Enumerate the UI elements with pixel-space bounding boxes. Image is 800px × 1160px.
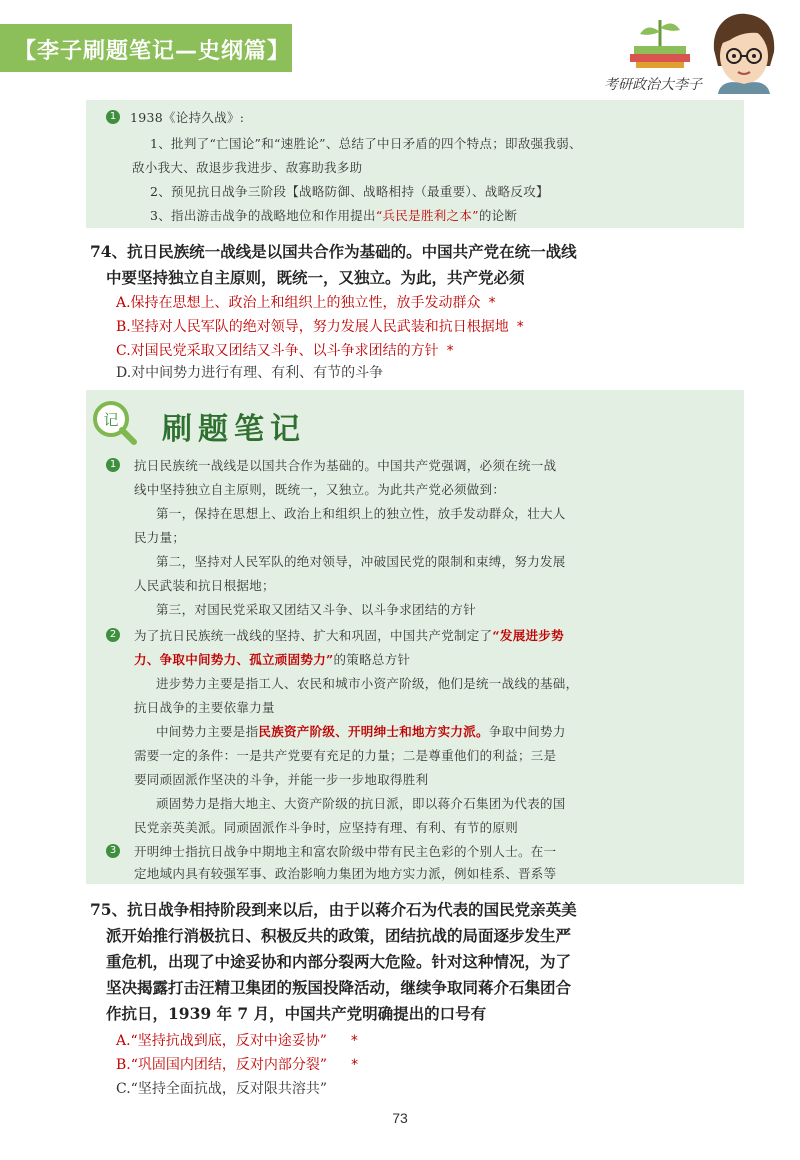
answer-mark: * bbox=[446, 343, 454, 359]
question-74-option-b bbox=[116, 316, 524, 336]
note-text: 的论断 bbox=[478, 208, 518, 223]
page-number: 73 bbox=[392, 1110, 408, 1126]
note-line bbox=[156, 722, 566, 740]
answer-mark: * bbox=[350, 1033, 358, 1049]
question-75-option-c: C.“坚持全面抗战，反对限共溶共” bbox=[116, 1081, 327, 1097]
note-line: 2、预见抗日战争三阶段【战略防御、战略相持（最重要）、战略反攻】 bbox=[150, 184, 549, 199]
question-75-stem: 75、抗日战争相持阶段到来以后，由于以蒋介石为代表的国民党亲英美 bbox=[90, 900, 577, 919]
question-74-option-c bbox=[116, 340, 454, 360]
question-74-stem: 74、抗日民族统一战线是以国共合作为基础的。中国共产党在统一战线 bbox=[90, 242, 577, 261]
note-text: 的策略总方针 bbox=[333, 652, 411, 667]
note-line: 第二，坚持对人民军队的绝对领导，冲破国民党的限制和束缚，努力发展 bbox=[156, 554, 566, 569]
question-74-option-d: D.对中间势力进行有理、有利、有节的斗争 bbox=[116, 365, 384, 381]
note-line: 需要一定的条件：一是共产党要有充足的力量；二是尊重他们的利益；三是 bbox=[134, 748, 557, 763]
note-line: 第三，对国民党采取又团结又斗争、以斗争求团结的方针 bbox=[156, 602, 477, 617]
note-highlight: “兵民是胜利之本” bbox=[375, 208, 479, 223]
note-text: 为了抗日民族统一战线的坚持、扩大和巩固，中国共产党制定了 bbox=[134, 628, 493, 643]
note-line: 人民武装和抗日根据地； bbox=[134, 578, 275, 593]
question-75-option-b bbox=[116, 1054, 358, 1074]
option-text: A.保持在思想上、政治上和组织上的独立性，放手发动群众 bbox=[116, 295, 481, 311]
note-number-badge: 3 bbox=[106, 844, 120, 858]
question-75-stem: 重危机，出现了中途妥协和内部分裂两大危险。针对这种情况，为了 bbox=[106, 952, 572, 971]
note-line: 民党亲英美派。同顽固派作斗争时，应坚持有理、有利、有节的原则 bbox=[134, 820, 519, 835]
question-75-stem: 派开始推行消极抗日、积极反共的政策，团结抗战的局面逐步发生严 bbox=[106, 926, 572, 945]
note-line: 1、批判了“亡国论”和“速胜论”、总结了中日矛盾的四个特点；即敌强我弱、 bbox=[150, 136, 582, 151]
notes-title: 刷题笔记 bbox=[162, 412, 306, 447]
note-highlight: 力、争取中间势力、孤立顽固势力” bbox=[134, 652, 334, 667]
note-text: 中间势力主要是指 bbox=[156, 724, 259, 739]
note-line: 要同顽固派作坚决的斗争，并能一步一步地取得胜利 bbox=[134, 772, 429, 787]
note-line: 顽固势力是指大地主、大资产阶级的抗日派，即以蒋介石集团为代表的国 bbox=[156, 796, 566, 811]
note-text: 3、指出游击战争的战略地位和作用提出 bbox=[150, 208, 376, 223]
note-title: 1938《论持久战》: bbox=[130, 110, 245, 125]
note-line: 民力量； bbox=[134, 530, 186, 545]
note-line: 线中坚持独立自主原则，既统一，又独立。为此共产党必须做到： bbox=[134, 482, 506, 497]
note-line bbox=[134, 626, 564, 644]
question-75-stem: 作抗日，1939 年 7 月，中国共产党明确提出的口号有 bbox=[106, 1004, 487, 1023]
answer-mark: * bbox=[488, 295, 496, 311]
note-text: 争取中间势力 bbox=[488, 724, 566, 739]
note-line: 抗日民族统一战线是以国共合作为基础的。中国共产党强调，必须在统一战 bbox=[134, 458, 557, 473]
answer-mark: * bbox=[351, 1057, 359, 1073]
note-line: 定地域内具有较强军事、政治影响力集团为地方实力派，例如桂系、晋系等 bbox=[134, 866, 557, 881]
note-line bbox=[150, 206, 517, 224]
brand-name: 考研政治大李子 bbox=[604, 77, 702, 93]
option-text: B.“巩固国内团结，反对内部分裂” bbox=[116, 1057, 328, 1073]
icon-label: 记 bbox=[103, 411, 119, 429]
magnifier-note-icon bbox=[90, 398, 138, 446]
note-line: 进步势力主要是指工人、农民和城市小资产阶级，他们是统一战线的基础， bbox=[156, 676, 579, 691]
page-title: 【李子刷题笔记—史纲篇】 bbox=[14, 39, 291, 64]
note-number-badge: 1 bbox=[106, 110, 120, 124]
question-74-stem: 中要坚持独立自主原则，既统一，又独立。为此，共产党必须 bbox=[106, 268, 525, 287]
question-75-stem: 坚决揭露打击汪精卫集团的叛国投降活动，继续争取同蒋介石集团合 bbox=[106, 978, 572, 997]
note-highlight: “发展进步势 bbox=[492, 628, 564, 643]
avatar bbox=[704, 10, 784, 94]
note-line: 敌小我大、敌退步我进步、敌寡助我多助 bbox=[132, 160, 363, 175]
question-75-option-a bbox=[116, 1030, 358, 1050]
question-74-option-a bbox=[116, 292, 496, 312]
note-highlight: 民族资产阶级、开明绅士和地方实力派。 bbox=[258, 724, 489, 739]
option-text: C.对国民党采取又团结又斗争、以斗争求团结的方针 bbox=[116, 343, 439, 359]
option-text: B.坚持对人民军队的绝对领导，努力发展人民武装和抗日根据地 bbox=[116, 319, 509, 335]
note-line: 开明绅士指抗日战争中期地主和富农阶级中带有民主色彩的个别人士。在一 bbox=[134, 844, 557, 859]
note-number-badge: 2 bbox=[106, 628, 120, 642]
answer-mark: * bbox=[516, 319, 524, 335]
note-line bbox=[134, 650, 410, 668]
note-line: 抗日战争的主要依靠力量 bbox=[134, 700, 275, 715]
option-text: A.“坚持抗战到底，反对中途妥协” bbox=[116, 1033, 327, 1049]
book-plant-logo-icon bbox=[620, 14, 700, 70]
note-number-badge: 1 bbox=[106, 458, 120, 472]
note-line: 第一，保持在思想上、政治上和组织上的独立性，放手发动群众，壮大人 bbox=[156, 506, 566, 521]
